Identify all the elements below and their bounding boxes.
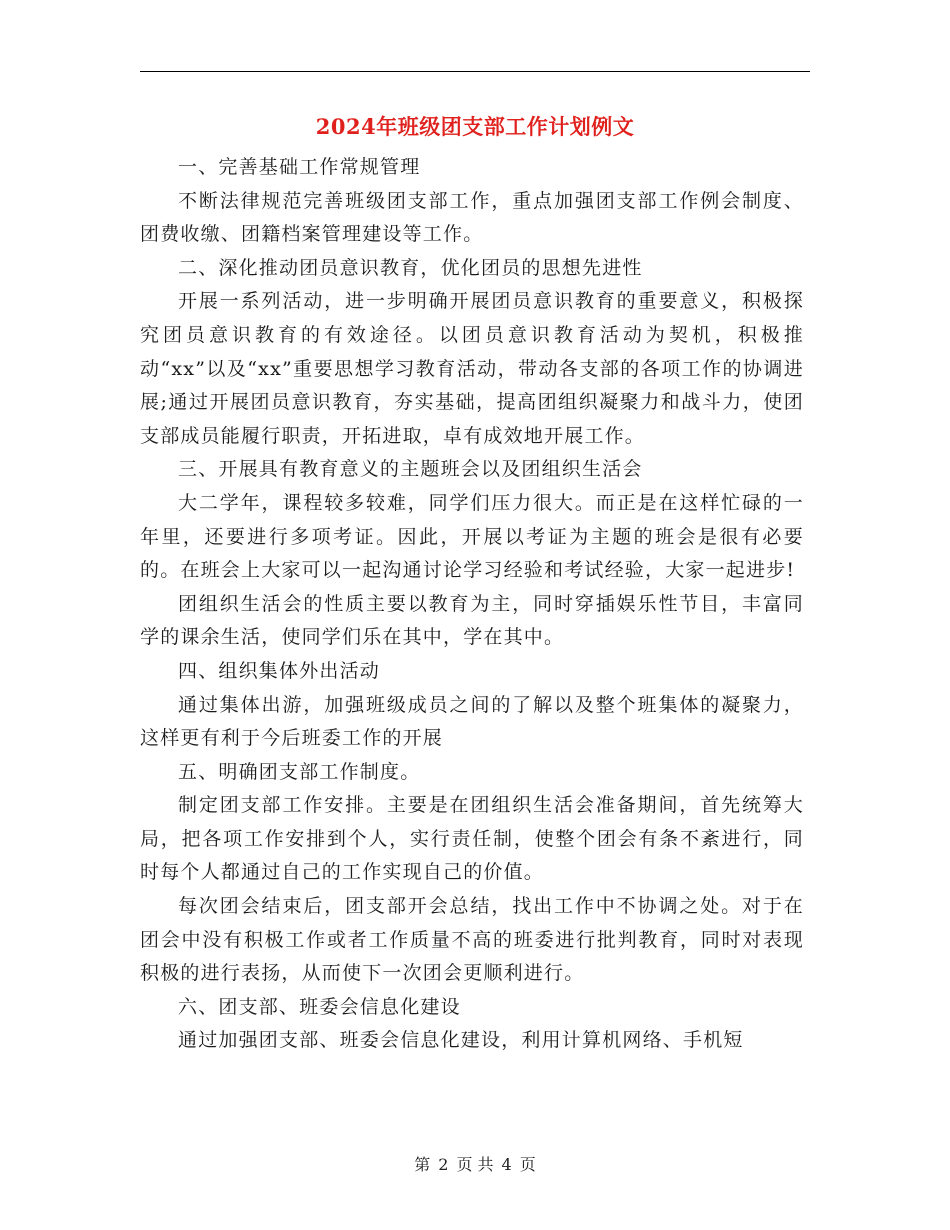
paragraph: 大二学年，课程较多较难，同学们压力很大。而正是在这样忙碌的一年里，还要进行多项考证。因此，开展以考证为主题的班会是很有必要的。在班会上大家可以一起沟通讨论学习经验和考试经验，大家一起进步! [140,491,804,582]
paragraph: 不断法律规范完善班级团支部工作，重点加强团支部工作例会制度、团费收缴、团籍档案管理建设等工作。 [140,189,804,246]
heading-4: 四、组织集体外出活动 [178,659,381,682]
heading-1: 一、完善基础工作常规管理 [178,156,421,178]
paragraph: 通过集体出游，加强班级成员之间的了解以及整个班集体的凝聚力，这样更有利于今后班委工作的开展 [140,693,804,750]
paragraph: 开展一系列活动，进一步明确开展团员意识教育的重要意义，积极探究团员意识教育的有效途径。以团员意识教育活动为契机，积极推动“xx”以及“xx”重要思想学习教育活动，带动各支部的各项工作的协调进展;通过开展团员意识教育，夯实基础，提高团组织凝聚力和战斗力，使团支部成员能履行职责，开拓进取，卓有成效地开展工作。 [140,290,804,447]
document-title: 2024年班级团支部工作计划例文 [315,114,635,139]
footer-prefix: 第 [414,1155,431,1174]
total-pages-number: 4 [501,1155,512,1174]
heading-2: 二、深化推动团员意识教育，优化团员的思想先进性 [178,256,643,279]
paragraph: 通过加强团支部、班委会信息化建设，利用计算机网络、手机短 [178,1029,744,1052]
page-footer [0,1153,950,1177]
paragraph: 制定团支部工作安排。主要是在团组织生活会准备期间，首先统筹大局，把各项工作安排到个人，实行责任制，使整个团会有条不紊进行，同时每个人都通过自己的工作实现自己的价值。 [140,794,804,884]
paragraph: 每次团会结束后，团支部开会总结，找出工作中不协调之处。对于在团会中没有积极工作或者工作质量不高的班委进行批判教育，同时对表现积极的进行表扬，从而使下一次团会更顺利进行。 [140,895,804,985]
header-rule [140,71,810,72]
paragraph: 团组织生活会的性质主要以教育为主，同时穿插娱乐性节目，丰富同学的课余生活，使同学们乐在其中，学在其中。 [140,592,804,649]
heading-5: 五、明确团支部工作制度。 [178,760,421,783]
footer-middle: 页 共 [456,1155,494,1174]
document-body [140,151,804,1058]
heading-6: 六、团支部、班委会信息化建设 [178,995,461,1018]
footer-suffix: 页 [519,1155,536,1174]
heading-3: 三、开展具有教育意义的主题班会以及团组织生活会 [178,458,643,481]
current-page-number: 2 [438,1155,449,1174]
